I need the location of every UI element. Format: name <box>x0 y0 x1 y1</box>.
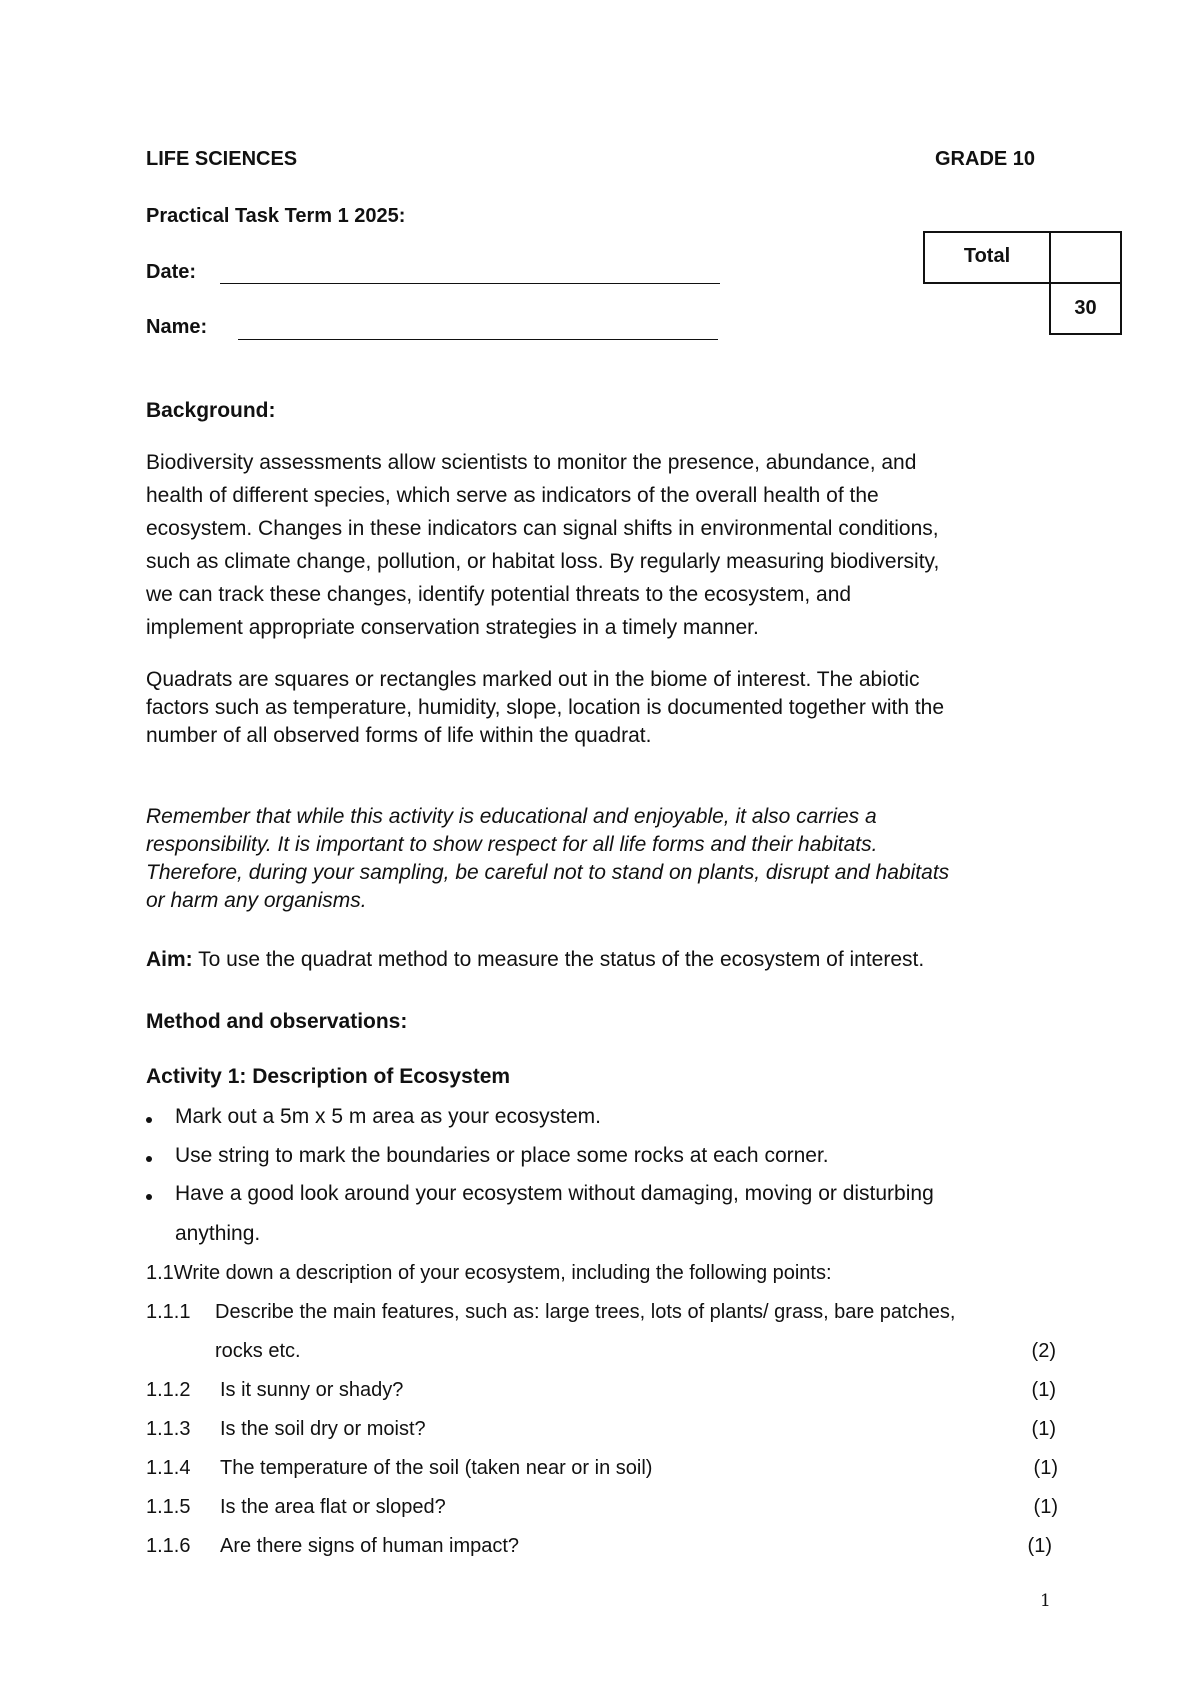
paragraph-line: Remember that while this activity is educational and enjoyable, it also carries a <box>146 805 877 828</box>
activity-title: Activity 1: Description of Ecosystem <box>146 1065 511 1088</box>
question-number: 1.1.1 <box>146 1301 191 1323</box>
paragraph-line: we can track these changes, identify potential threats to the ecosystem, and <box>146 583 852 606</box>
question-marks: (2) <box>1031 1340 1056 1362</box>
total-score-box[interactable] <box>1049 231 1122 284</box>
question-marks: (1) <box>1033 1457 1058 1479</box>
aim-text: To use the quadrat method to measure the status of the ecosystem of interest. <box>192 948 925 971</box>
bullet-item: Mark out a 5m x 5 m area as your ecosystem. <box>175 1105 601 1128</box>
aim-label: Aim: <box>146 948 193 971</box>
name-field-line[interactable] <box>238 339 718 340</box>
question-text: Is the area flat or sloped? <box>220 1496 446 1518</box>
quadrat-paragraph <box>146 666 1058 750</box>
page-number: 1 <box>1040 1591 1051 1611</box>
question-number: 1.1.3 <box>146 1418 191 1440</box>
question-number: 1.1.5 <box>146 1496 191 1518</box>
paragraph-line: responsibility. It is important to show respect for all life forms and their habitats. <box>146 833 878 856</box>
paragraph-line: such as climate change, pollution, or habitat loss. By regularly measuring biodiversity, <box>146 550 940 573</box>
bullet-item: Have a good look around your ecosystem without damaging, moving or disturbing <box>175 1182 934 1205</box>
grade-label: GRADE 10 <box>935 148 1036 170</box>
background-paragraph <box>146 446 1058 644</box>
paragraph-line: health of different species, which serve as indicators of the overall health of the <box>146 484 879 507</box>
reminder-paragraph <box>146 803 1058 915</box>
bullet-icon <box>146 1156 152 1162</box>
question-text: Is it sunny or shady? <box>220 1379 404 1401</box>
date-field-line[interactable] <box>220 283 720 284</box>
bullet-item: Use string to mark the boundaries or place some rocks at each corner. <box>175 1144 829 1167</box>
question-text: Is the soil dry or moist? <box>220 1418 426 1440</box>
aim-line <box>146 948 1106 972</box>
paragraph-line: Quadrats are squares or rectangles marked out in the biome of interest. The abiotic <box>146 668 920 691</box>
date-label: Date: <box>146 261 197 283</box>
paragraph-line: Biodiversity assessments allow scientists to monitor the presence, abundance, and <box>146 451 917 474</box>
total-marks: 30 <box>1074 297 1097 319</box>
task-title: Practical Task Term 1 2025: <box>146 205 406 227</box>
subject-title: LIFE SCIENCES <box>146 148 298 170</box>
total-label: Total <box>963 245 1011 267</box>
paragraph-line: Therefore, during your sampling, be careful not to stand on plants, disrupt and habitats <box>146 861 950 884</box>
question-marks: (1) <box>1031 1379 1056 1401</box>
bullet-icon <box>146 1117 152 1123</box>
method-heading: Method and observations: <box>146 1010 408 1033</box>
paragraph-line: factors such as temperature, humidity, slope, location is documented together with the <box>146 696 945 719</box>
paragraph-line: or harm any organisms. <box>146 889 367 912</box>
question-number: 1.1.2 <box>146 1379 191 1401</box>
question-marks: (1) <box>1031 1418 1056 1440</box>
question-text-continuation: rocks etc. <box>215 1340 301 1362</box>
question-text: Are there signs of human impact? <box>220 1535 520 1557</box>
question-intro: 1.1Write down a description of your ecosystem, including the following points: <box>146 1262 832 1284</box>
question-number: 1.1.4 <box>146 1457 191 1479</box>
paragraph-line: number of all observed forms of life within the quadrat. <box>146 724 652 747</box>
bullet-item-continuation: anything. <box>175 1222 261 1245</box>
background-heading: Background: <box>146 399 276 422</box>
question-text: Describe the main features, such as: large trees, lots of plants/ grass, bare patches, <box>215 1301 956 1323</box>
bullet-icon <box>146 1194 152 1200</box>
question-number: 1.1.6 <box>146 1535 191 1557</box>
name-label: Name: <box>146 316 208 338</box>
question-text: The temperature of the soil (taken near or in soil) <box>220 1457 653 1479</box>
question-marks: (1) <box>1027 1535 1052 1557</box>
paragraph-line: implement appropriate conservation strategies in a timely manner. <box>146 616 759 639</box>
question-marks: (1) <box>1033 1496 1058 1518</box>
paragraph-line: ecosystem. Changes in these indicators can signal shifts in environmental conditions, <box>146 517 939 540</box>
